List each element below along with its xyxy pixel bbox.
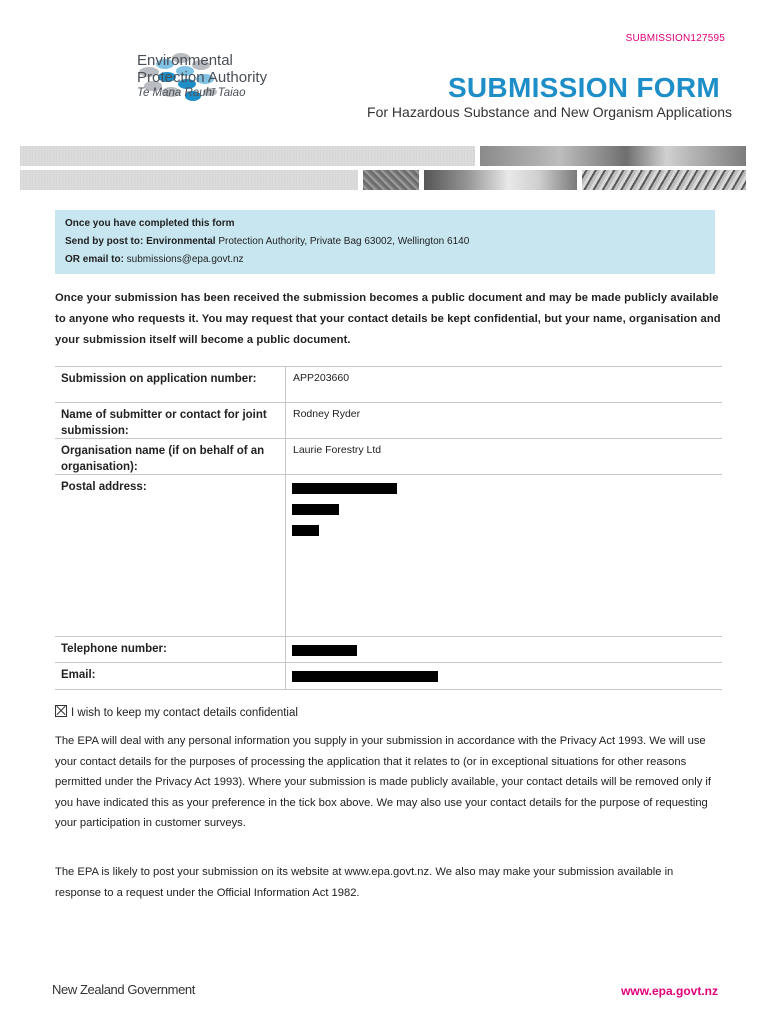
submission-id: SUBMISSION127595 bbox=[625, 33, 725, 44]
info-email bbox=[65, 254, 244, 265]
banner-strip bbox=[20, 146, 475, 166]
website-link[interactable]: www.epa.govt.nz bbox=[621, 984, 718, 998]
public-notice: Once your submission has been received the submission becomes a public document and may be made publicly available to anyone who requests it. You may request that your contact details be kept confidential, but your name, organisation and your submission itself will become a public document. bbox=[55, 292, 721, 346]
telephone-label: Telephone number: bbox=[61, 643, 167, 655]
organisation-value[interactable]: Laurie Forestry Ltd bbox=[293, 444, 382, 456]
submitter-row bbox=[55, 402, 722, 439]
confidential-label: I wish to keep my contact details confidential bbox=[71, 707, 298, 719]
redacted-address-line bbox=[292, 483, 397, 494]
banner-photo bbox=[363, 170, 419, 190]
info-post bbox=[65, 236, 469, 247]
email-address[interactable]: submissions@epa.govt.nz bbox=[123, 254, 244, 265]
application-row bbox=[55, 366, 722, 403]
organisation-label: Organisation name (if on behalf of an organisation): bbox=[61, 445, 265, 473]
confidential-option[interactable] bbox=[55, 705, 298, 719]
organisation-row bbox=[55, 438, 722, 475]
banner-strip bbox=[20, 170, 358, 190]
submitter-label: Name of submitter or contact for joint submission: bbox=[61, 409, 267, 437]
nz-government-logo: New Zealand Government bbox=[52, 982, 195, 997]
redacted-address-line bbox=[292, 525, 319, 536]
email-label: OR email to: bbox=[65, 254, 124, 265]
email-field-label: Email: bbox=[61, 669, 96, 681]
redacted-email bbox=[292, 671, 438, 682]
form-subtitle: For Hazardous Substance and New Organism Applications bbox=[367, 104, 732, 120]
info-heading: Once you have completed this form bbox=[65, 218, 235, 229]
email-row bbox=[55, 662, 722, 690]
logo-line-3: Te Mana Rauhī Taiao bbox=[137, 87, 246, 99]
form-title: SUBMISSION FORM bbox=[447, 72, 720, 103]
redacted-address-line bbox=[292, 504, 339, 515]
banner-photo bbox=[480, 146, 746, 166]
confidential-checkbox[interactable] bbox=[55, 705, 67, 717]
postal-label: Postal address: bbox=[61, 481, 147, 493]
banner-photo bbox=[582, 170, 746, 190]
logo-line-1: Environmental bbox=[137, 52, 233, 69]
logo-line-2: Protection Authority bbox=[137, 68, 268, 86]
post-address: Protection Authority, Private Bag 63002, Wellington 6140 bbox=[215, 236, 470, 247]
publication-paragraph: The EPA is likely to post your submission on its website at www.epa.govt.nz. We also may make your submission available in response to a request under the Official Information Act 1982. bbox=[55, 866, 674, 899]
submitter-value[interactable]: Rodney Ryder bbox=[293, 408, 361, 420]
privacy-paragraph: The EPA will deal with any personal information you supply in your submission in accordance with the Privacy Act 1993. We will use your contact details for the purposes of processing the application that it relates to (or in exceptional situations for other reasons permitted under the Privacy Act 1993). Where your submission is made publicly available, your contact details will be removed only if you have indicated this as your preference in the tick box above. We may also use your contact details for the purpose of requesting your participation in customer surveys. bbox=[55, 735, 712, 830]
banner-photo bbox=[424, 170, 577, 190]
telephone-row bbox=[55, 636, 722, 663]
application-value[interactable]: APP203660 bbox=[293, 372, 350, 384]
redacted-telephone bbox=[292, 645, 357, 656]
info-box bbox=[55, 210, 715, 274]
application-label: Submission on application number: bbox=[61, 373, 257, 385]
postal-row bbox=[55, 474, 722, 637]
logo-text bbox=[137, 53, 267, 100]
post-label: Send by post to: Environmental bbox=[65, 236, 216, 247]
